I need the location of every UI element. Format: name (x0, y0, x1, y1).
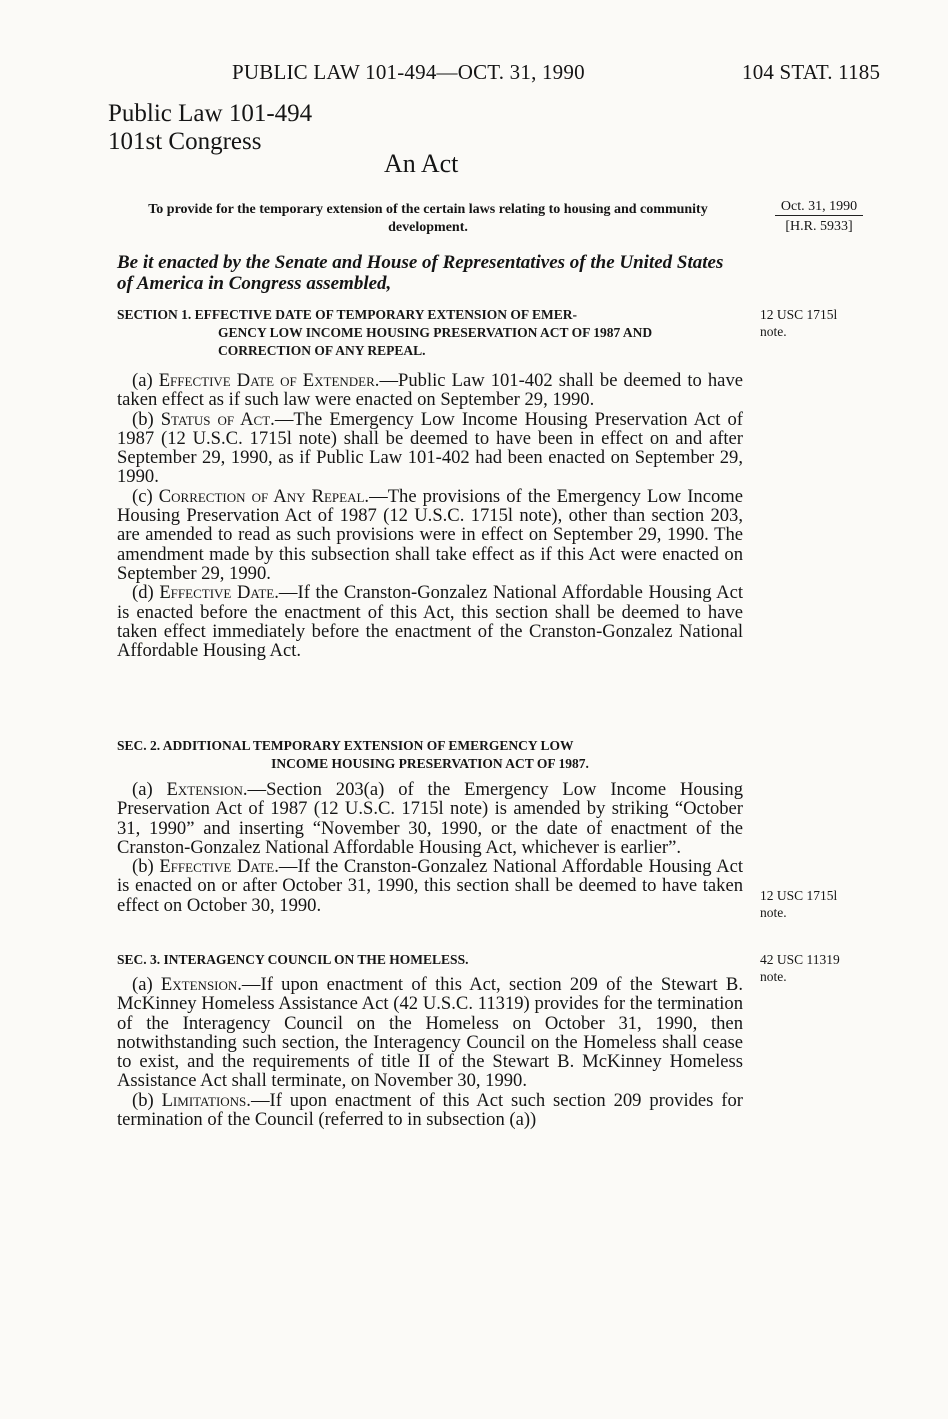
paragraph-caption: Limitations. (161, 1089, 251, 1111)
margin-note-1-label: note. (760, 324, 787, 339)
section-1-heading-line1: SECTION 1. EFFECTIVE DATE OF TEMPORARY EXTENSION OF EMER- (117, 307, 577, 322)
section-2-paragraph-a (117, 780, 743, 857)
paragraph-text: —Public Law 101-402 shall be deemed to have taken effect as if such law were enacted on September 29, 1990. (117, 370, 743, 411)
paragraph-caption: Extension. (160, 974, 242, 995)
section-2-heading-rest: INCOME HOUSING PRESERVATION ACT OF 1987. (271, 756, 589, 771)
paragraph-label: (a) (132, 974, 161, 995)
section-2-paragraph-b (117, 857, 743, 915)
paragraph-label: (a) (132, 370, 159, 391)
running-title: PUBLIC LAW 101-494—OCT. 31, 1990 (232, 60, 585, 84)
paragraph-label: (b) (132, 408, 161, 430)
paragraph-text: —The Emergency Low Income Housing Preservation Act of 1987 (12 U.S.C. 1715l note) shall be deemed to have been in effect on and after September 29, 1990, as if Public Law 101-402 had been enacted on September 29, 1990. (117, 408, 743, 488)
paragraph-caption: Effective Date of Extender. (158, 370, 380, 391)
paragraph-caption: Status of Act. (160, 408, 275, 430)
margin-note-3 (760, 951, 840, 985)
section-3-paragraph-a (117, 975, 743, 1091)
margin-note-2 (760, 887, 837, 921)
act-purpose: To provide for the temporary extension of the certain laws relating to housing and community development. (148, 202, 708, 235)
section-1-paragraph-c (117, 487, 743, 583)
paragraph-caption: Correction of Any Repeal. (158, 485, 370, 507)
section-1-paragraph-d (117, 583, 743, 660)
section-1-body (117, 371, 743, 660)
section-1-heading-rest: GENCY LOW INCOME HOUSING PRESERVATION ACT OF 1987 AND CORRECTION OF ANY REPEAL. (218, 325, 653, 358)
paragraph-text: —The provisions of the Emergency Low Income Housing Preservation Act of 1987 (12 U.S.C. 1715l note), other than section 203, are amended to read as such provisions were in effect on September 29, 1990. The amendment made by this subsection shall take effect as if this Act were enacted on September 29, 1990. (117, 485, 743, 584)
paragraph-text: —If the Cranston-Gonzalez National Affordable Housing Act is enacted before the enactment of this Act, this section shall be deemed to have taken effect immediately before the enactment of the Cranston-Gonzalez National Affordable Housing Act. (117, 582, 743, 662)
paragraph-text: —If the Cranston-Gonzalez National Affordable Housing Act is enacted on or after October 31, 1990, this section shall be deemed to have taken effect on October 30, 1990. (117, 856, 743, 916)
stat-reference: 104 STAT. 1185 (742, 60, 881, 84)
public-law-number: Public Law 101-494 (108, 100, 313, 127)
section-1-paragraph-b (117, 410, 743, 487)
enacting-clause: Be it enacted by the Senate and House of Representatives of the United States of America in Congress assembled, (117, 252, 724, 294)
paragraph-text: —If upon enactment of this Act, section 209 of the Stewart B. McKinney Homeless Assistance Act (42 U.S.C. 11319) provides for the termination of the Interagency Council on the Homeless on October 31, 1990, then notwithstanding such section, the Interagency Council on the Homeless shall cease to exist, and the requirements of title II of the Stewart B. McKinney Homeless Assistance Act shall terminate, on November 30, 1990. (117, 974, 743, 1092)
section-2-heading-line1: SEC. 2. ADDITIONAL TEMPORARY EXTENSION OF EMERGENCY LOW (117, 738, 574, 753)
paragraph-caption: Extension. (166, 779, 248, 800)
section-3-heading: SEC. 3. INTERAGENCY COUNCIL ON THE HOMELESS. (117, 952, 469, 967)
paragraph-label: (d) (132, 582, 160, 604)
margin-note-3-citation: 42 USC 11319 (760, 952, 840, 967)
paragraph-text: —If upon enactment of this Act such section 209 provides for termination of the Council (referred to in subsection (a)) (117, 1089, 743, 1131)
margin-note-1-citation: 12 USC 1715l (760, 307, 838, 322)
paragraph-label: (a) (132, 779, 167, 800)
paragraph-label: (b) (132, 856, 160, 878)
margin-note-2-citation: 12 USC 1715l (760, 888, 838, 903)
margin-note-1 (760, 306, 837, 340)
congress-number: 101st Congress (108, 128, 262, 155)
paragraph-text: —Section 203(a) of the Emergency Low Income Housing Preservation Act of 1987 (12 U.S.C. 1715l note) is amended by striking “October 31, 1990” and inserting “November 30, 1990, or the date of enactment of the Cranston-Gonzalez National Affordable Housing Act, whichever is earlier”. (117, 779, 743, 858)
section-2-body (117, 780, 743, 915)
section-2-heading (117, 737, 743, 773)
bill-number: [H.R. 5933] (785, 219, 853, 234)
paragraph-caption: Effective Date. (159, 582, 279, 604)
enactment-date-note (760, 197, 878, 237)
margin-note-2-label: note. (760, 905, 787, 920)
enactment-date: Oct. 31, 1990 (775, 199, 863, 216)
section-3-body (117, 975, 743, 1129)
section-1-heading (117, 306, 743, 360)
paragraph-label: (b) (132, 1089, 162, 1111)
act-title: An Act (384, 149, 459, 178)
section-3-paragraph-b (117, 1091, 743, 1130)
margin-note-3-label: note. (760, 969, 787, 984)
section-1-paragraph-a (117, 371, 743, 410)
paragraph-caption: Effective Date. (159, 856, 279, 878)
law-identifier (108, 100, 312, 156)
paragraph-label: (c) (132, 485, 159, 507)
